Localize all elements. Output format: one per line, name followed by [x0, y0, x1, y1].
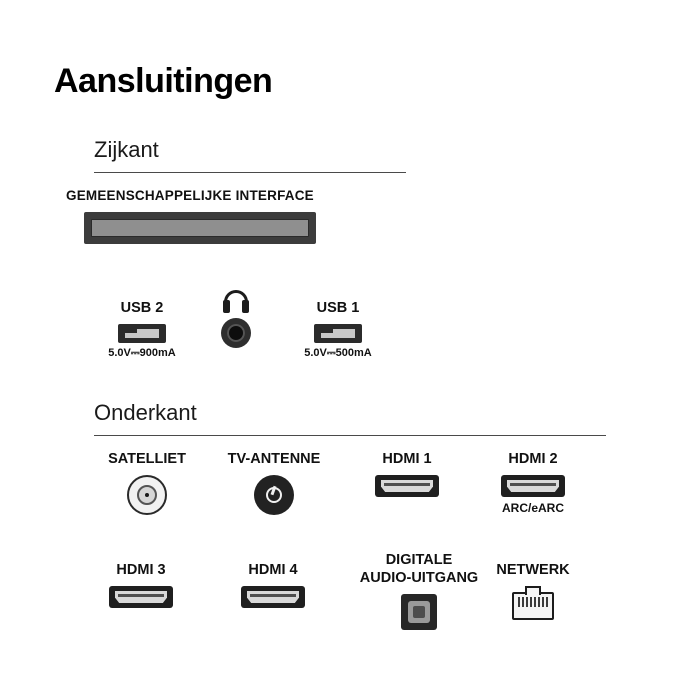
- port-usb-2: [92, 300, 192, 360]
- port-label-line2: AUDIO-UITGANG: [359, 570, 479, 586]
- port-label: HDMI 2: [508, 451, 558, 467]
- port-hdmi-3: [86, 562, 196, 608]
- section-heading-bottom: Onderkant: [94, 400, 197, 425]
- page-title: Aansluitingen: [54, 62, 273, 100]
- port-label: SATELLIET: [108, 451, 186, 467]
- port-label: TV-ANTENNE: [227, 451, 321, 467]
- port-hdmi-2: [478, 451, 588, 515]
- port-headphone: [200, 290, 272, 356]
- port-digitale-audio-uitgang: [340, 552, 498, 630]
- antenna-connector-icon: [254, 475, 294, 515]
- usb-port-icon: [314, 324, 362, 343]
- headphone-jack-icon: [216, 290, 256, 356]
- port-satelliet: [96, 451, 198, 515]
- port-spec: 5.0V⎓500mA: [304, 347, 372, 359]
- port-netwerk: [478, 562, 588, 620]
- port-label: HDMI 1: [382, 451, 432, 467]
- port-hdmi-1: [352, 451, 462, 497]
- ci-slot-icon: [84, 212, 316, 244]
- common-interface-label: GEMEENSCHAPPELIJKE INTERFACE: [66, 188, 314, 203]
- port-tv-antenne: [212, 451, 336, 515]
- port-usb-1: [288, 300, 388, 360]
- section-rule-side: [94, 172, 406, 173]
- section-rule-bottom: [94, 435, 606, 436]
- usb-port-icon: [118, 324, 166, 343]
- satellite-connector-icon: [127, 475, 167, 515]
- hdmi-port-icon: [501, 475, 565, 497]
- port-label: NETWERK: [496, 562, 570, 578]
- port-spec: ARC/eARC: [501, 501, 564, 515]
- hdmi-port-icon: [109, 586, 173, 608]
- port-hdmi-4: [218, 562, 328, 608]
- section-heading-side: Zijkant: [94, 137, 159, 162]
- port-label: DIGITALE: [385, 552, 453, 568]
- port-label: HDMI 4: [248, 562, 298, 578]
- port-label: HDMI 3: [116, 562, 166, 578]
- rj45-network-icon: [512, 586, 554, 620]
- port-spec: 5.0V⎓900mA: [108, 347, 176, 359]
- port-label: USB 2: [120, 300, 164, 316]
- hdmi-port-icon: [375, 475, 439, 497]
- hdmi-port-icon: [241, 586, 305, 608]
- port-label: USB 1: [316, 300, 360, 316]
- optical-audio-out-icon: [401, 594, 437, 630]
